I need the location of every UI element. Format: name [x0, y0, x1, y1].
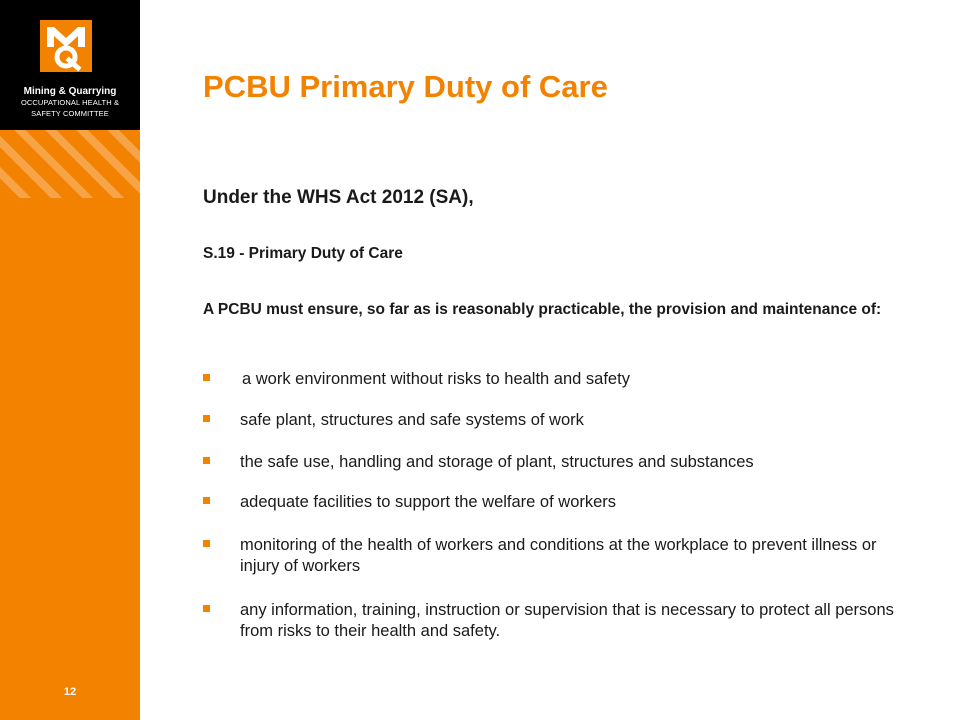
sidebar [0, 0, 140, 720]
square-bullet-icon [203, 540, 210, 547]
slide-title: PCBU Primary Duty of Care [203, 69, 608, 104]
bullet-text: the safe use, handling and storage of plant, structures and substances [240, 453, 754, 471]
decorative-stripes [0, 130, 140, 198]
committee-name-line1: Mining & Quarrying [23, 86, 117, 97]
mq-logo-icon [40, 20, 92, 72]
bullet-text: safe plant, structures and safe systems of work [240, 411, 584, 429]
committee-name-line3: SAFETY COMMITTEE [31, 109, 109, 118]
bullet-text: adequate facilities to support the welfare of workers [240, 493, 617, 511]
slide-subtitle: Under the WHS Act 2012 (SA), [203, 187, 474, 208]
square-bullet-icon [203, 457, 210, 464]
bullet-text: any information, training, instruction or supervision that is necessary to protect all persons from risks to their health and safety. [240, 601, 894, 640]
committee-name-line2: OCCUPATIONAL HEALTH & [20, 98, 120, 107]
square-bullet-icon [203, 415, 210, 422]
bullet-text: monitoring of the health of workers and conditions at the workplace to prevent illness or injury of workers [240, 536, 877, 575]
intro-paragraph: A PCBU must ensure, so far as is reasonably practicable, the provision and maintenance of: [203, 301, 882, 318]
committee-name [8, 86, 132, 119]
page-number: 12 [63, 686, 77, 698]
square-bullet-icon [203, 605, 210, 612]
logo-area [0, 0, 140, 130]
section-heading: S.19 - Primary Duty of Care [203, 245, 403, 262]
bullet-text: a work environment without risks to health and safety [242, 370, 630, 388]
square-bullet-icon [203, 497, 210, 504]
square-bullet-icon [203, 374, 210, 381]
